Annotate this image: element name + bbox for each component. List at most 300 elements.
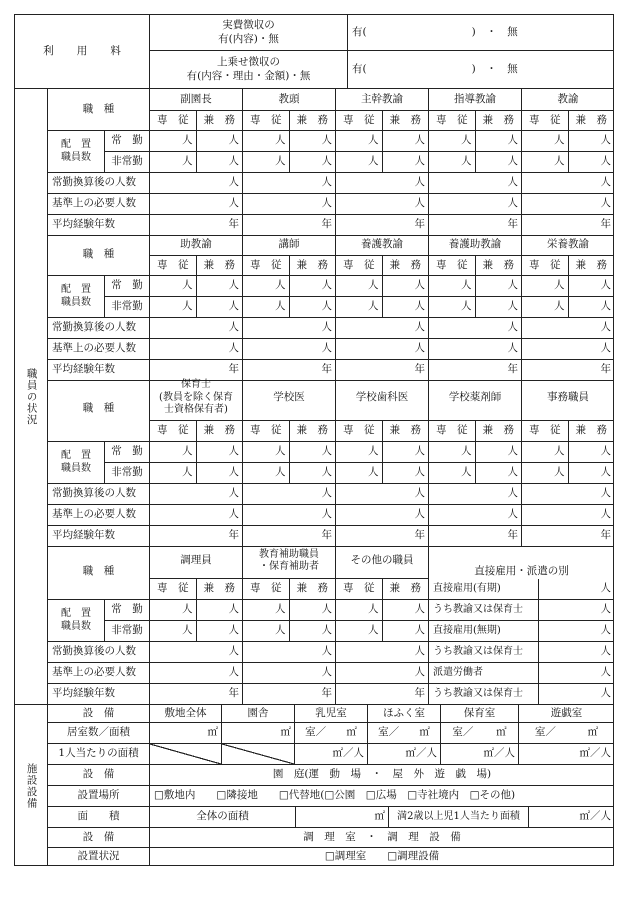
person-field-text: 人 (321, 624, 332, 637)
required-field-text: 人 (414, 342, 425, 355)
person-field-text: 人 (228, 603, 239, 616)
extra-charge-value-text: 有( ) ・ 無 (352, 62, 518, 75)
person-field-text: 人 (368, 624, 379, 637)
job-type-label-text: 職 種 (82, 564, 115, 577)
experience-field (522, 215, 614, 236)
experience-field-text: 年 (228, 529, 239, 542)
employment-count-field (539, 684, 614, 705)
position-title (243, 376, 336, 421)
person-field-text: 人 (554, 134, 565, 147)
person-field-text: 人 (507, 134, 518, 147)
person-field-text: 人 (321, 300, 332, 313)
required-label (48, 505, 150, 526)
experience-field-text: 年 (228, 687, 239, 700)
room-area-label (48, 723, 150, 744)
fte-field (150, 173, 243, 194)
part-time-label-text: 非常勤 (111, 466, 143, 479)
concurrent-header (290, 256, 337, 276)
per-person-area-field (519, 744, 614, 765)
person-field (150, 442, 197, 463)
full-time-header (243, 421, 290, 442)
required-field (429, 505, 522, 526)
full-time-header (150, 421, 197, 442)
employment-count-field (539, 663, 614, 684)
part-time-label (105, 621, 150, 642)
position-title (243, 234, 336, 256)
actual-cost-label (150, 15, 348, 51)
concurrent-header-text: 兼 務 (296, 582, 328, 595)
person-field (429, 297, 476, 318)
experience-label (48, 684, 150, 705)
person-field (336, 276, 383, 297)
required-field (336, 663, 429, 684)
position-title-text: 教諭 (557, 92, 579, 105)
required-field-text: 人 (321, 342, 332, 355)
person-field-text: 人 (275, 624, 286, 637)
person-field-text: 人 (414, 466, 425, 479)
full-time-header-text: 専 従 (343, 258, 375, 271)
person-field-text: 人 (228, 155, 239, 168)
person-field (476, 152, 523, 173)
person-field-text: 人 (554, 279, 565, 292)
required-label-text: 基準上の必要人数 (52, 508, 136, 521)
position-title (522, 89, 614, 111)
concurrent-header-text: 兼 務 (575, 258, 607, 271)
employment-type-label-text: うち教諭又は保育士 (433, 687, 523, 699)
experience-field-text: 年 (414, 218, 425, 231)
person-field-text: 人 (182, 624, 193, 637)
person-field-text: 人 (275, 300, 286, 313)
person-field-text: 人 (368, 445, 379, 458)
garden-location-options (150, 786, 614, 807)
position-title-text: 教頭 (278, 92, 300, 105)
experience-label-text: 平均経験年数 (52, 687, 115, 700)
full-time-header-text: 専 従 (529, 424, 561, 437)
person-field (150, 276, 197, 297)
fte-field-text: 人 (228, 176, 239, 189)
required-field (150, 663, 243, 684)
fte-field-text: 人 (228, 321, 239, 334)
full-time-header (522, 111, 569, 131)
position-title (150, 234, 243, 256)
actual-cost-label-text: 実費徴収の 有(内容)・無 (218, 19, 279, 45)
required-field-text: 人 (321, 508, 332, 521)
required-field (243, 505, 336, 526)
part-time-label-text: 非常勤 (111, 624, 143, 637)
room-header-text: 遊戯室 (550, 706, 583, 719)
room-header (441, 705, 519, 723)
concurrent-header-text: 兼 務 (389, 258, 421, 271)
person-field-text: 人 (554, 445, 565, 458)
room-header-text: ほふく室 (383, 706, 425, 719)
person-field-text: 人 (507, 466, 518, 479)
kitchen-equipment-label-text: 設 備 (82, 830, 115, 843)
full-time-header (150, 256, 197, 276)
required-field-text: 人 (507, 342, 518, 355)
per-person-area-field-text: ㎡／人 (405, 747, 437, 760)
person-field (290, 297, 337, 318)
concurrent-header (476, 111, 523, 131)
position-title (243, 89, 336, 111)
person-field-text: 人 (600, 155, 611, 168)
person-field (243, 621, 290, 642)
person-field-text: 人 (414, 445, 425, 458)
required-field (336, 505, 429, 526)
person-field (476, 442, 523, 463)
person-field-text: 人 (275, 603, 286, 616)
full-time-header (429, 111, 476, 131)
part-time-label-text: 非常勤 (111, 300, 143, 313)
concurrent-header-text: 兼 務 (575, 424, 607, 437)
per-person-area-field (295, 744, 368, 765)
person-field-text: 人 (321, 466, 332, 479)
required-field-text: 人 (228, 508, 239, 521)
room-count-unit: 室／ (452, 726, 474, 739)
staff-section-label (15, 89, 48, 705)
person-field (290, 276, 337, 297)
experience-label-text: 平均経験年数 (52, 529, 115, 542)
per-person-area-field (368, 744, 441, 765)
concurrent-header (383, 111, 430, 131)
fte-field (150, 484, 243, 505)
required-label (48, 339, 150, 360)
kitchen-options-text: □調理室 □調理設備 (324, 850, 440, 863)
actual-cost-value (348, 15, 614, 51)
full-time-header-text: 専 従 (157, 424, 189, 437)
fte-field (336, 642, 429, 663)
position-title (243, 544, 336, 579)
required-field (336, 194, 429, 215)
fte-label-text: 常勤換算後の人数 (52, 176, 136, 189)
required-label-text: 基準上の必要人数 (52, 342, 136, 355)
required-field (336, 339, 429, 360)
experience-field-text: 年 (414, 687, 425, 700)
person-field (150, 621, 197, 642)
part-time-label (105, 152, 150, 173)
job-type-label-text: 職 種 (82, 401, 115, 414)
room-header-text: 乳児室 (315, 706, 347, 719)
per-person-label-text: 1人当たりの面積 (58, 747, 139, 760)
concurrent-header (290, 421, 337, 442)
person-field (522, 276, 569, 297)
fte-field-text: 人 (321, 176, 332, 189)
person-field (569, 152, 615, 173)
required-label-text: 基準上の必要人数 (52, 197, 136, 210)
person-field-text: 人 (461, 445, 472, 458)
required-field-text: 人 (414, 508, 425, 521)
required-field (243, 194, 336, 215)
full-time-header (336, 111, 383, 131)
experience-field-text: 年 (507, 529, 518, 542)
kitchen-status-label-text: 設置状況 (77, 850, 120, 863)
person-field (522, 442, 569, 463)
position-title-text: 学校歯科医 (355, 391, 409, 404)
person-field-text: 人 (228, 624, 239, 637)
person-field (243, 152, 290, 173)
position-title-text: その他の職員 (350, 554, 414, 567)
experience-field-text: 年 (600, 529, 611, 542)
concurrent-header-text: 兼 務 (389, 113, 421, 126)
garden-equipment-label-text: 設 備 (82, 768, 115, 781)
full-time-header (522, 256, 569, 276)
room-header (150, 705, 222, 723)
person-field (383, 600, 430, 621)
concurrent-header (197, 421, 244, 442)
position-title-text: 事務職員 (547, 391, 589, 404)
equipment-label-text: 設 備 (82, 706, 115, 719)
required-field-text: 人 (414, 666, 425, 679)
person-field (150, 463, 197, 484)
job-type-label (48, 544, 150, 600)
person-field-text: 人 (182, 279, 193, 292)
experience-label (48, 215, 150, 236)
fte-label (48, 642, 150, 663)
fte-field (150, 642, 243, 663)
person-field (429, 131, 476, 152)
person-field-text: 人 (182, 134, 193, 147)
person-field-text: 人 (600, 134, 611, 147)
person-field-text: 人 (228, 445, 239, 458)
regular-label-text: 常 勤 (111, 603, 143, 616)
room-header-text: 保育室 (463, 706, 496, 719)
extra-charge-label (150, 51, 348, 89)
per-person-label (48, 744, 150, 765)
person-field (197, 442, 244, 463)
required-field-text: 人 (321, 197, 332, 210)
required-field-text: 人 (600, 508, 611, 521)
job-type-label-text: 職 種 (82, 102, 115, 115)
kitchen-title (150, 828, 614, 848)
person-field (429, 442, 476, 463)
part-time-label-text: 非常勤 (111, 155, 143, 168)
room-header (519, 705, 614, 723)
area-unit: ㎡ (419, 726, 430, 739)
person-field (150, 297, 197, 318)
full-time-header (429, 421, 476, 442)
person-field (197, 297, 244, 318)
room-header-text: 敷地全体 (164, 706, 207, 719)
position-title-text: 副園長 (180, 92, 212, 105)
full-time-header (243, 256, 290, 276)
person-field (197, 463, 244, 484)
fte-field-text: 人 (414, 321, 425, 334)
fte-field-text: 人 (414, 487, 425, 500)
regular-label (105, 442, 150, 463)
full-time-header-text: 専 従 (250, 582, 282, 595)
person-field-text: 人 (228, 300, 239, 313)
person-field-text: 人 (182, 155, 193, 168)
per-person-area-field (441, 744, 519, 765)
concurrent-header (476, 256, 523, 276)
employment-type-label-text: 直接雇用(有期) (433, 582, 501, 594)
position-title-text: 栄養教諭 (547, 237, 589, 250)
fte-label (48, 173, 150, 194)
person-field-text: 人 (414, 134, 425, 147)
person-field (150, 131, 197, 152)
person-field (243, 131, 290, 152)
assignment-label (48, 131, 105, 173)
assignment-label (48, 276, 105, 318)
experience-field-text: 年 (414, 363, 425, 376)
fee-label (15, 15, 150, 89)
full-time-header (150, 111, 197, 131)
regular-label (105, 131, 150, 152)
person-field (522, 463, 569, 484)
person-field (197, 131, 244, 152)
person-field-text: 人 (414, 300, 425, 313)
experience-field (243, 215, 336, 236)
employment-type-label-text: うち教諭又は保育士 (433, 645, 523, 657)
garden-equipment-label (48, 765, 150, 786)
regular-label-text: 常 勤 (111, 134, 143, 147)
fte-field-text: 人 (600, 176, 611, 189)
person-field-text: 人 (275, 466, 286, 479)
fte-label (48, 484, 150, 505)
person-field-text: 人 (461, 300, 472, 313)
concurrent-header-text: 兼 務 (203, 582, 235, 595)
person-field-text: 人 (321, 445, 332, 458)
person-field-text: 人 (182, 466, 193, 479)
position-title (429, 376, 522, 421)
position-title-text: 養護教諭 (361, 237, 403, 250)
fte-field (243, 173, 336, 194)
room-count-unit: 室／ (378, 726, 400, 739)
person-field-text: 人 (461, 466, 472, 479)
position-title-text: 養護助教諭 (448, 237, 502, 250)
employment-type-label-text: うち教諭又は保育士 (433, 603, 523, 615)
required-field (243, 663, 336, 684)
concurrent-header-text: 兼 務 (482, 113, 514, 126)
fte-field-text: 人 (507, 321, 518, 334)
person-field (290, 600, 337, 621)
room-header (368, 705, 441, 723)
person-field (569, 297, 615, 318)
person-field-text: 人 (600, 466, 611, 479)
required-field-text: 人 (228, 197, 239, 210)
person-field (336, 131, 383, 152)
full-time-header (336, 256, 383, 276)
person-field-text: 人 (507, 445, 518, 458)
person-field-text: 人 (600, 445, 611, 458)
full-time-header (522, 421, 569, 442)
concurrent-header-text: 兼 務 (389, 582, 421, 595)
total-area-label-text: 全体の面積 (196, 810, 249, 823)
regular-label (105, 600, 150, 621)
person-field (383, 463, 430, 484)
employment-type-label-text: 直接雇用(無期) (433, 624, 501, 636)
garden-area-label-text: 面 積 (77, 810, 120, 823)
fte-field (150, 318, 243, 339)
person-field (476, 276, 523, 297)
concurrent-header (290, 579, 337, 600)
person-field (383, 621, 430, 642)
area-unit: ㎡ (496, 726, 507, 739)
site-area-field-text: ㎡ (207, 726, 218, 739)
job-type-label (48, 89, 150, 131)
employment-count-field (539, 579, 614, 600)
required-label (48, 663, 150, 684)
total-area-label (150, 807, 296, 828)
full-time-header-text: 専 従 (250, 258, 282, 271)
person-field-text: 人 (461, 279, 472, 292)
position-title (522, 234, 614, 256)
person-field-text: 人 (321, 603, 332, 616)
concurrent-header (290, 111, 337, 131)
experience-label-text: 平均経験年数 (52, 363, 115, 376)
fte-field-text: 人 (414, 176, 425, 189)
person-field-text: 人 (275, 279, 286, 292)
required-label-text: 基準上の必要人数 (52, 666, 136, 679)
person-field (476, 297, 523, 318)
concurrent-header (569, 421, 615, 442)
employment-type-label (429, 642, 539, 663)
concurrent-header (383, 256, 430, 276)
regular-label-text: 常 勤 (111, 279, 143, 292)
person-field-text: 人 (321, 279, 332, 292)
experience-field-text: 年 (321, 363, 332, 376)
area-unit: ㎡ (346, 726, 357, 739)
person-field (336, 297, 383, 318)
required-field (243, 339, 336, 360)
garden-location-options-text: □敷地内 □隣接地 □代替地(□公園 □広場 □寺社境内 □その他) (154, 789, 516, 802)
experience-field-text: 年 (321, 687, 332, 700)
position-title-text: 主幹教諭 (361, 92, 403, 105)
full-time-header-text: 専 従 (436, 113, 468, 126)
person-field (429, 152, 476, 173)
person-field-text: 人 (600, 279, 611, 292)
experience-field-text: 年 (321, 218, 332, 231)
employment-type-label (429, 684, 539, 705)
concurrent-header-text: 兼 務 (389, 424, 421, 437)
person-field (243, 276, 290, 297)
fte-field (243, 642, 336, 663)
person-field (429, 276, 476, 297)
person-field (569, 442, 615, 463)
room-count-area-field (368, 723, 441, 744)
extra-charge-label-text: 上乗せ徴収の 有(内容・理由・金額)・無 (186, 56, 311, 82)
required-field (429, 339, 522, 360)
full-time-header-text: 専 従 (436, 424, 468, 437)
person-field (290, 152, 337, 173)
part-time-label (105, 463, 150, 484)
required-field (150, 505, 243, 526)
employment-count-field-text: 人 (600, 666, 611, 679)
person-field (150, 600, 197, 621)
room-header (295, 705, 368, 723)
equipment-label (48, 705, 150, 723)
person-field (383, 276, 430, 297)
person-field (569, 131, 615, 152)
person-field (290, 442, 337, 463)
concurrent-header (569, 256, 615, 276)
person-field (522, 297, 569, 318)
per-child-area-field-text: ㎡／人 (579, 810, 611, 823)
position-title-text: 学校薬剤師 (448, 391, 502, 404)
fte-field (429, 484, 522, 505)
position-title-text: 学校医 (273, 391, 305, 404)
person-field-text: 人 (275, 445, 286, 458)
position-title-text: 助教諭 (180, 237, 212, 250)
person-field (476, 131, 523, 152)
full-time-header-text: 専 従 (157, 582, 189, 595)
person-field (383, 131, 430, 152)
na-cell (150, 744, 222, 765)
required-field (429, 194, 522, 215)
person-field-text: 人 (182, 445, 193, 458)
fte-field-text: 人 (321, 487, 332, 500)
person-field-text: 人 (414, 624, 425, 637)
fte-label-text: 常勤換算後の人数 (52, 645, 136, 658)
